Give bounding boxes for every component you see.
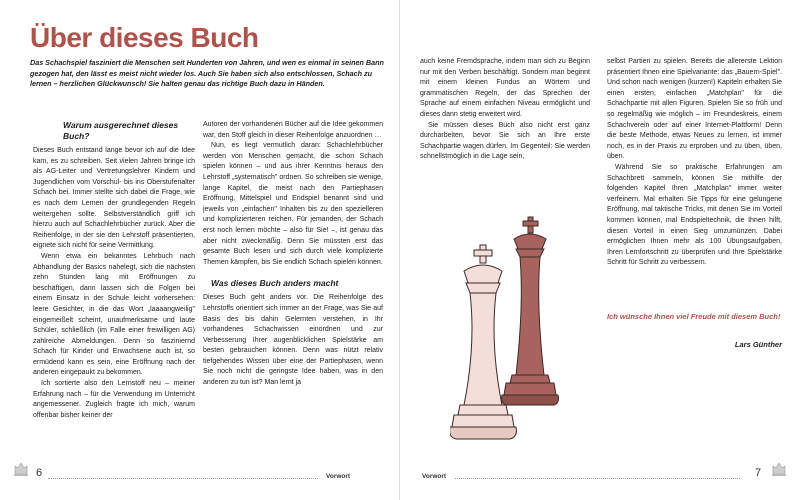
right-column-1 [420,57,590,163]
paragraph: Ich sortierte also den Lernstoff neu – meiner Erfahrung nach – für die Verwendung im Unterricht angemessener. Zugleich fragte ich mich, warum offenbar bisher keiner der [33,380,195,419]
paragraph: auch keine Fremdsprache, indem man sich zu Beginn nur mit den Verben beschäftigt. Sondern man beginnt mit einem kleinen Fundus an Wörtern und grammatischen Regeln, der das Sprechen der Sprache auf einem einfachen Niveau ermöglicht und dieses dann stetig erweitert wird. [420,58,590,118]
closing-quote: Ich wünsche Ihnen viel Freude mit diesem Buch! [607,312,781,321]
section-heading-why: Warum ausgerechnet dieses Buch? [63,120,179,141]
paragraph: Dieses Buch geht anders vor. Die Reihenfolge des Lehrstoffs orientiert sich immer an der Frage, was Sie auf Basis des bis dahin Gelernten verstehen, in Ihr vorhandenes Schachwissen einordnen und zur Verbesserung Ihrer augenblicklichen Spielstärke am besten gebrauchen können. Denn was nützt relativ tiefgehendes Wissen über eine der Partiephasen, wenn Sie noch nicht die geringste Idee haben, was in den anderen zu tun ist? Man lernt ja [203,294,383,387]
footer-rule [48,478,318,479]
intro-paragraph: Das Schachspiel fasziniert die Menschen seit Hunderten von Jahren, und wen es einmal in seinen Bann gezogen hat, den lässt es meist nicht wieder los. Auch Sie haben sich also entschlossen, Schach zu lernen – herzlichen Glückwunsch! Sie halten genau das richtige Buch dazu in Händen. [30,58,384,89]
footer-section-label: Vorwort [422,473,447,480]
footer-rule [455,478,740,479]
page-number: 7 [755,467,762,479]
footer-section-label: Vorwort [326,473,351,480]
right-column-2 [607,57,782,269]
series-logo-icon [12,458,30,480]
author-signature: Lars Günther [734,340,782,349]
paragraph: Autoren der vorhandenen Bücher auf die Idee gekommen war, den Stoff gleich in dieser Reihenfolge anzuordnen … [203,121,383,139]
paragraph: Nun, es liegt vermutlich daran: Schachlehrbücher werden von Menschen gemacht, die schon Schach spielen können – und aus ihrer Kenntnis heraus den Lehrstoff „systematisch" ordnen. So schreiben sie wenige, lange Kapitel, die meist nach den Partiephasen Eröffnung, Mittelspiel und Endspiel benannt sind und jeweils von „einfachen" Inhalten bis zu den spezielleren und komplizierteren reichen. Für jemanden, der Schach erst noch lernen möchte – also für Sie! –, ist genau das aber nicht zweckmäßig. Denn Sie müssten erst das gesamte Buch lesen und sich durch viele komplizierte Themen kämpfen, bis Sie endlich Schach spielen können. [203,142,383,266]
page-title: Über dieses Buch [30,22,259,53]
paragraph: Sie müssen dieses Buch also nicht erst ganz durcharbeiten, bevor Sie sich an Ihre erste Schachpartie wagen dürfen. Im Gegenteil: Sie werden schnellstmöglich in die Lage sein, [420,121,590,161]
paragraph: selbst Partien zu spielen. Bereits die allererste Lektion präsentiert Ihnen eine Spielvariante: das „Bauern-Spiel". Und schon nach wenigen (kurzen!) Kapiteln erhalten Sie einen ersten, einfachen „Matchplan" für die Schachpartie mit allen Figuren. Spielen Sie so früh und so regelmäßig wie möglich – im Freundeskreis, einem Schachverein oder auf einer Internet-Plattform! Denn die beste Methode, etwas Neues zu lernen, ist immer noch, es in der Praxis zu erproben und zu üben, üben, üben. [607,58,782,161]
paragraph: Wenn etwa ein bekanntes Lehrbuch nach Abhandlung der Basics nahelegt, sich die nächsten zehn Stunden lang mit Eröffnungen zu beschäftigen, dann lassen sich die Folgen bei einem Einsatz in der Schule leicht vorhersehen: leere Gesichter, in die das Wort „laaaangweilig" eingemeißelt scheint, unaufmerksame und laute Schüler, schließlich (im Falle einer freiwilligen AG) zahlreiche Abmeldungen. Denn so fasziniernd Schach für Kinder und Erwachsene auch ist, so ermüdend kann es sein, eine Eröffnung nach der anderen eingepaukt zu bekommen. [33,252,195,377]
page-number: 6 [36,467,43,479]
chess-kings-illustration [450,205,565,445]
dark-king-icon [502,217,559,405]
light-king-icon [450,245,516,439]
paragraph: Während Sie so praktische Erfahrungen am Schachbrett sammeln, können Sie mithilfe der folgenden Kapitel Ihren „Matchplan" immer weiter verfeinern. Mal erhalten Sie Tipps für eine gelungene Eröffnung, mal taktische Tricks, mit denen Sie im Vorteil kommen können, mal Endspieltechnik, die Ihnen hilft, diesen Vorteil in einen Sieg umzumünzen. Dabei ermöglichen Ihnen mehr als 100 Übungsaufgaben, Ihren Lernfortschritt zu überprüfen und Ihre Spielstärke Schritt für Schritt zu verbessern. [607,163,782,267]
left-column-2 [203,120,383,389]
right-page [400,0,800,500]
left-column-1 [33,120,195,421]
section-heading-different: Was dieses Buch anders macht [211,278,339,289]
paragraph: Dieses Buch entstand lange bevor ich auf die Idee kam, es zu schreiben. Seit vielen Jahren bringe ich als AG-Leiter und Vertretungslehrer Kindern und Jugendlichen vom Vorschul- bis ins Oberstufenalter Schach bei. Immer stellte sich dabei die Frage, wie es nach dem Lernen der grundlegenden Regeln weitergehen sollte. Selbstverständlich griff ich hierzu auch auf Schachlehrbücher zurück. Aber die Reihenfolge, in der sie den Lehrstoff präsentierten, eignete sich nicht für seine Vermittlung. [33,147,195,250]
series-logo-icon [770,458,788,480]
